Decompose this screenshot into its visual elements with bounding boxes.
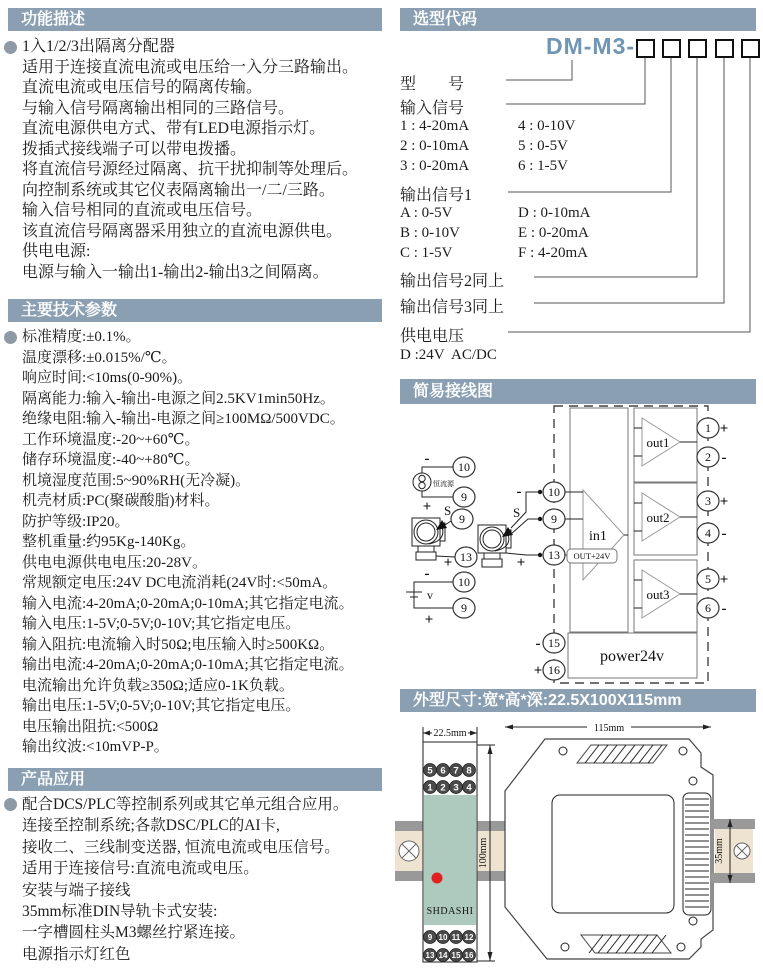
out2-label: out2 <box>646 510 670 525</box>
ccs-label: 恒流源 <box>433 480 454 488</box>
input-option: 2 : 0-10mA <box>400 138 470 154</box>
section-header-application <box>8 768 382 791</box>
technical-params-list <box>22 327 390 758</box>
module-front-view <box>423 726 495 962</box>
terminal-4: 4 <box>705 526 711 540</box>
front-terminal: 14 <box>438 951 448 960</box>
section-header-selection <box>400 8 756 31</box>
param-line: 电流输出允许负载≥350Ω;适应0-1K负载。 <box>22 677 294 694</box>
application-line: 配合DCS/PLC等控制系列或其它单元组合应用。 <box>22 796 349 813</box>
terminal-9: 9 <box>461 601 467 615</box>
application-list <box>22 794 390 965</box>
plus-sign: + <box>719 494 729 510</box>
s-label: S <box>444 503 452 518</box>
application-line: 35mm标准DIN导轨卡式安装: <box>22 903 218 921</box>
module-side-view <box>505 723 713 959</box>
param-line: 输入电压:1-5V;0-5V;0-10V;其它指定电压。 <box>22 616 301 632</box>
param-line: 防护等级:IP20。 <box>22 513 130 530</box>
input-option: 6 : 1-5V <box>518 158 568 174</box>
function-line: 直流电源供电方式、带有LED电源指示灯。 <box>22 120 326 137</box>
dimension-drawing <box>395 715 763 968</box>
in1-label: in1 <box>589 529 607 544</box>
connector-lines <box>506 58 750 332</box>
power-block <box>568 633 697 678</box>
front-terminal: 5 <box>427 765 433 777</box>
output-option: C : 1-5V <box>400 245 453 261</box>
front-terminal: 9 <box>427 933 433 942</box>
param-line: 常规额定电压:24V DC电流消耗(24V时:<50mA。 <box>22 575 338 591</box>
plus-sign: + <box>719 421 729 437</box>
terminal-6: 6 <box>705 601 711 615</box>
volt-label: v <box>427 588 433 602</box>
param-line: 输入阻抗:电流输入时50Ω;电压输入时≥500KΩ。 <box>22 636 335 653</box>
terminal-10: 10 <box>458 575 470 589</box>
function-line: 向控制系统或其它仪表隔离输出一/二/三路。 <box>22 181 335 199</box>
dim-width-front <box>423 726 477 742</box>
function-line: 直流电流或电压信号的隔离传输。 <box>22 79 263 96</box>
function-line: 1入1/2/3出隔离分配器 <box>22 38 175 55</box>
param-line: 输出电流:4-20mA;0-20mA;0-10mA;其它指定电流。 <box>22 657 354 673</box>
terminal-10: 10 <box>458 460 470 474</box>
dim-height-label: 100mm <box>478 837 489 869</box>
plus-sign: + <box>443 555 453 571</box>
param-line: 输出纹波:<10mVP-P。 <box>22 739 169 755</box>
section-title: 简易接线图 <box>413 383 494 400</box>
input-option: 5 : 0-5V <box>518 138 568 154</box>
selection-row-power: 供电电压 <box>400 328 465 345</box>
function-line: 将直流信号源经过隔离、抗干扰抑制等处理后。 <box>22 161 359 178</box>
terminal-9: 9 <box>551 512 557 526</box>
param-line: 整机重量:约95Kg-140Kg。 <box>22 534 196 550</box>
function-line: 供电电源: <box>22 243 91 260</box>
input-option: 1 : 4-20mA <box>400 118 470 134</box>
application-line: 电源指示灯红色 <box>22 945 131 963</box>
voltage-source-group <box>406 566 475 628</box>
section-header-dimensions <box>400 689 756 712</box>
function-line: 输入信号相同的直流或电压信号。 <box>22 202 263 219</box>
terminal-1: 1 <box>705 421 711 435</box>
output-terminals <box>697 418 728 618</box>
out1-label: out1 <box>646 435 670 450</box>
application-line: 连接至控制系统;各款DSC/PLC的AI卡, <box>22 817 280 835</box>
output-option: E : 0-20mA <box>518 225 589 241</box>
param-line: 工作环境温度:-20~+60℃。 <box>22 431 200 448</box>
out3-label: out3 <box>646 587 670 602</box>
transmitter-symbol-middle <box>478 484 540 571</box>
front-terminal: 16 <box>464 951 474 960</box>
param-line: 机境湿度范围:5~90%RH(无冷凝)。 <box>22 472 251 489</box>
bullet-icon <box>4 331 17 344</box>
front-terminal: 8 <box>466 765 472 777</box>
model-code-text: DM-M3- <box>546 33 636 59</box>
minus-sign: - <box>516 484 522 500</box>
out1-block <box>634 408 697 482</box>
param-line: 响应时间:<10ms(0-90%)。 <box>22 370 193 386</box>
power-label: power24v <box>600 648 664 665</box>
terminal-3: 3 <box>705 494 711 508</box>
selection-row-output3: 输出信号3同上 <box>400 299 505 316</box>
param-line: 绝缘电阻:输入-输出-电源之间≥100MΩ/500VDC。 <box>22 411 345 427</box>
dim-rail-label: 35mm <box>714 838 725 864</box>
terminal-13: 13 <box>460 550 472 564</box>
param-line: 温度漂移:±0.015%/℃。 <box>22 349 177 366</box>
section-title: 主要技术参数 <box>21 302 118 319</box>
bullet-icon <box>4 798 17 811</box>
plus-sign: + <box>424 612 434 628</box>
param-line: 机壳材质:PC(聚碳酸脂)材料。 <box>22 493 220 509</box>
s-label: S <box>513 505 521 520</box>
application-line: 接收二、三线制变送器, 恒流电流或电压信号。 <box>22 838 340 856</box>
terminal-2: 2 <box>705 450 711 464</box>
front-terminal: 4 <box>466 782 472 794</box>
section-title: 选型代码 <box>413 11 478 28</box>
selection-row-output2: 输出信号2同上 <box>400 273 505 290</box>
brand-label: SHDASHI <box>426 906 474 917</box>
front-terminal: 6 <box>440 765 446 777</box>
minus-sign: - <box>721 526 727 542</box>
param-line: 输出电压:1-5V;0-5V;0-10V;其它指定电压。 <box>22 698 301 714</box>
output-option: D : 0-10mA <box>518 205 591 221</box>
terminal-9: 9 <box>461 490 467 504</box>
param-line: 输入电流:4-20mA;0-20mA;0-10mA;其它指定电流。 <box>22 595 354 612</box>
param-line: 标准精度:±0.1%。 <box>22 329 141 345</box>
terminal-5: 5 <box>705 572 711 586</box>
front-terminal: 3 <box>453 782 459 794</box>
plus-sign: + <box>719 572 729 588</box>
section-title: 外型尺寸:宽*高*深:22.5X100X115mm <box>413 692 682 709</box>
terminal-9: 9 <box>459 512 465 526</box>
front-terminal: 1 <box>427 782 433 794</box>
param-line: 电压输出阻抗:<500Ω <box>22 718 159 735</box>
function-description-list <box>22 37 390 283</box>
terminal-16: 16 <box>548 663 560 677</box>
front-terminal: 12 <box>464 933 474 942</box>
function-line: 与输入信号隔离输出相同的三路信号。 <box>22 99 295 117</box>
front-terminal: 13 <box>425 951 435 960</box>
selection-row-model: 型 号 <box>400 76 465 93</box>
function-line: 适用于连接直流电流或电压给一入分三路输出。 <box>22 58 359 76</box>
input-terminals <box>534 482 565 680</box>
selection-row-output1: 输出信号1 <box>400 187 473 204</box>
front-terminal: 15 <box>451 951 461 960</box>
param-line: 储存环境温度:-40~+80℃。 <box>22 452 200 468</box>
application-line: 适用于连接信号:直流电流或电压。 <box>22 860 259 878</box>
front-terminal: 2 <box>440 782 446 794</box>
application-line: 安装与端子接线 <box>22 881 131 899</box>
output-option: F : 4-20mA <box>518 245 589 261</box>
output-option: B : 0-10V <box>400 225 460 241</box>
plus-sign: + <box>516 555 526 571</box>
section-title: 产品应用 <box>21 771 86 788</box>
param-line: 隔离能力:输入-输出-电源之间2.5KV1min50Hz。 <box>22 390 335 407</box>
minus-sign: - <box>721 601 727 617</box>
function-line: 该直流信号隔离器采用独立的直流电源供电。 <box>22 222 343 240</box>
out24v-label: OUT+24V <box>573 551 611 561</box>
wiring-diagram <box>400 404 763 688</box>
out3-block <box>634 560 697 632</box>
dim-side-width-label: 115mm <box>593 723 625 734</box>
plus-sign: + <box>422 499 432 515</box>
terminal-15: 15 <box>548 636 560 650</box>
dim-width-label: 22.5mm <box>433 728 467 739</box>
plus-sign: + <box>533 663 543 679</box>
front-terminal: 11 <box>451 933 461 942</box>
bullet-icon <box>4 41 17 54</box>
minus-sign: - <box>424 566 430 582</box>
terminal-10: 10 <box>548 485 560 499</box>
minus-sign: - <box>535 636 541 652</box>
output-option: A : 0-5V <box>400 205 453 221</box>
section-title: 功能描述 <box>21 11 86 28</box>
in1-block <box>565 408 628 632</box>
power-led <box>432 873 443 884</box>
power-option: D :24V AC/DC <box>400 347 497 363</box>
terminal-13: 13 <box>548 548 560 562</box>
function-line: 电源与输入一输出1-输出2-输出3之间隔离。 <box>22 263 329 281</box>
section-header-function <box>8 8 382 31</box>
selection-row-input: 输入信号 <box>400 100 465 117</box>
minus-sign: - <box>424 451 430 467</box>
out2-block <box>634 483 697 555</box>
din-rail-end-view <box>711 819 755 883</box>
section-header-wiring <box>400 379 756 404</box>
application-line: 一字槽圆柱头M3螺丝拧紧连接。 <box>22 924 246 942</box>
minus-sign: - <box>721 450 727 466</box>
input-option: 4 : 0-10V <box>518 118 576 134</box>
front-terminal: 10 <box>438 933 448 942</box>
input-option: 3 : 0-20mA <box>400 158 470 174</box>
section-header-params <box>8 299 382 322</box>
dim-width-side <box>505 723 711 734</box>
function-line: 拨插式接线端子可以带电拨播。 <box>22 140 247 158</box>
param-line: 供电电源供电电压:20-28V。 <box>22 554 207 571</box>
front-terminal: 7 <box>453 765 459 777</box>
